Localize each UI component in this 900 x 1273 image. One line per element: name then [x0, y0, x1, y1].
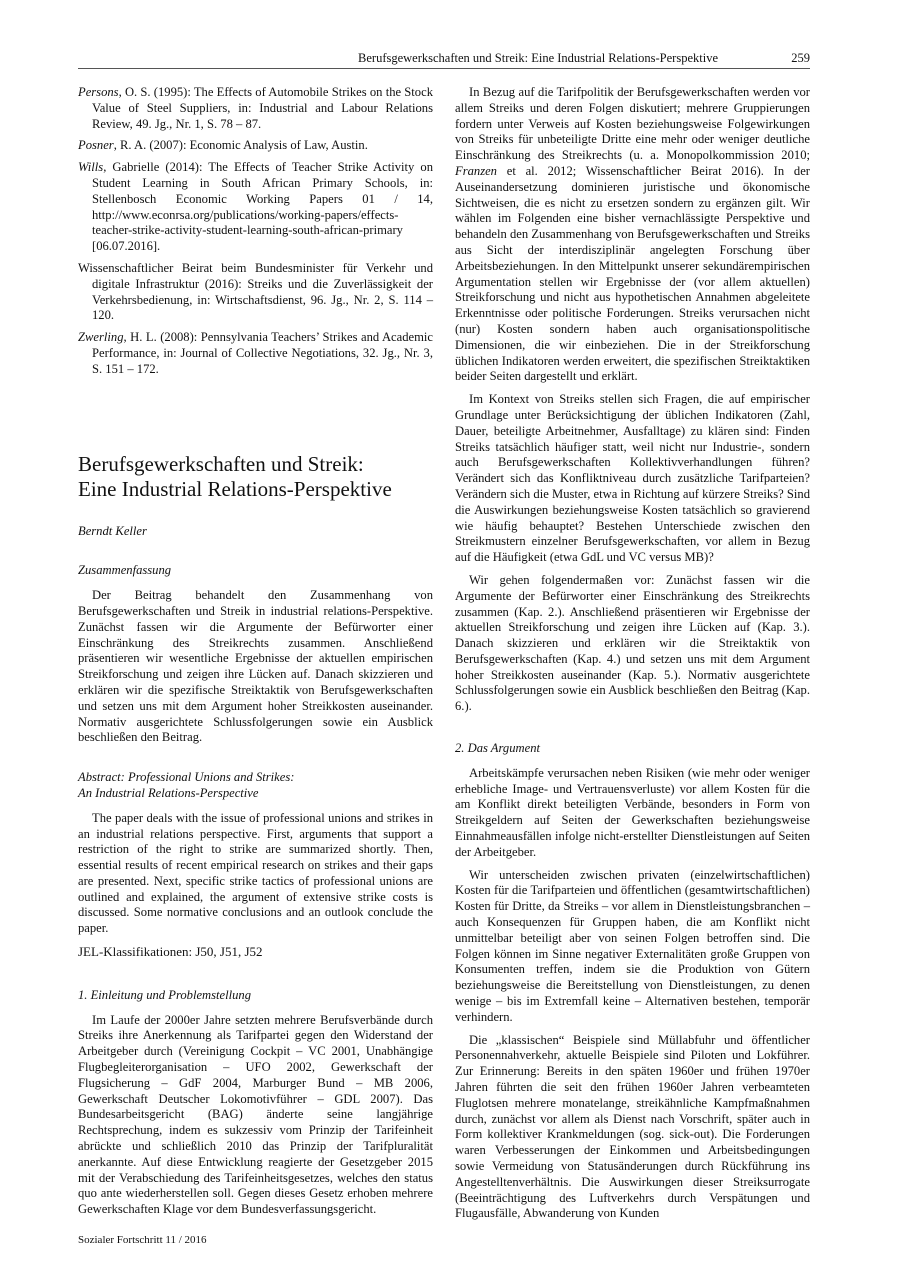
citation-author: Franzen	[455, 163, 497, 178]
section1-paragraph: Im Laufe der 2000er Jahre setzten mehrere Berufsverbände durch Streiks ihre Anerkennung als Tarifpartei gegen den Widerstand der Arbeitgeber durch (Vereinigung Cockpit – VC 2001, Unabhängige Flugbegleiterorganisation – UFO 2002, Gewerkschaft der Flugsicherung – GdF 2004, Marburger Bund – MB 2006, Gewerkschaft Deutscher Lokomotivführer – GDL 2007). Das Bundesarbeitsgericht (BAG) änderte seine langjährige Rechtsprechung, indem es sukzessiv vom Prinzip der Tarifeinheit abrückte und schließlich 2010 das Prinzip der Tarifpluralität anerkannte. Auf diese Entwicklung reagierte der Gesetzgeber 2015 mit der Verabschiedung des Tarifeinheitsgesetzes, welches den status quo ante wiederherstellen soll. Gegen dieses Gesetz erhoben mehrere Gewerkschaften Klage vor dem Bundesverfassungsgericht.	[78, 1012, 433, 1217]
page-footer: Sozialer Fortschritt 11 / 2016	[78, 1234, 207, 1246]
reference-entry: Persons, O. S. (1995): The Effects of Automobile Strikes on the Stock Value of Steel Suppliers, in: Industrial and Labour Relations Review, 49. Jg., Nr. 1, S. 78 – 87.	[78, 85, 433, 131]
body-paragraph: Die „klassischen“ Beispiele sind Müllabfuhr und öffentlicher Personennahverkehr, aktuelle Beispiele sind Piloten und Lokführer. Zur Erinnerung: Bereits in den späten 1960er und frühen 1970er Jahren führten die seit den frühen 1960er Jahren verbeamteten Fluglotsen mehrere monatelange, streikähnliche Kampfmaßnahmen durch, zunächst vor allem als Dienst nach Vorschrift, später auch in Form kollektiver Krankmeldungen (sog. sick-out). Die Forderungen waren Verbesserungen der Einkommen und Arbeitsbedingungen sowie Vermeidung von Statusänderungen durch Rückführung ins Angestelltenverhältnis. Die Auswirkungen dieser Streiksurrogate (Beeinträchtigung des Luftverkehrs durch Verspätungen und Flugausfälle, Abwanderung von Kunden	[455, 1032, 810, 1221]
left-column	[78, 85, 433, 1225]
running-title: Berufsgewerkschaften und Streik: Eine Industrial Relations-Perspektive	[358, 51, 718, 65]
body-paragraph: Wir unterscheiden zwischen privaten (einzelwirtschaftlichen) Kosten für die Tarifparteien und öffentlichen (gesamtwirtschaftlichen) Kosten für Dritte, da Streiks – vor allem in Dienstleistungsbranchen – auch Konsequenzen für Gruppen haben, die am Konflikt nicht unmittelbar beteiligt aber von seinen Folgen betroffen sind. Die Folgen können im Sinne negativer Externalitäten große Gruppen von Konsumenten treffen, indem sie die Produktion von Gütern beziehungsweise die Bereitstellung von Dienstleistungen, zu denen wenige – bis im Extremfall keine – Alternativen bestehen, temporär verhindern.	[455, 867, 810, 1024]
jel-classification: JEL-Klassifikationen: J50, J51, J52	[78, 944, 263, 960]
section1-heading: 1. Einleitung und Problemstellung	[78, 987, 252, 1002]
abstract-paragraph: The paper deals with the issue of professional unions and strikes in an industrial relations perspective. First, arguments that support a restriction of the right to strike are summarized shortly. Then, essential results of recent empirical research on strikes and their gaps are presented. Next, specific strike tactics of professional unions are outlined and explained, the argument of extensive strike costs is discussed. Some normative conclusions and an outlook conclude the paper.	[78, 810, 433, 936]
running-header	[78, 50, 810, 69]
article-title: Berufsgewerkschaften und Streik: Eine Industrial Relations-Perspektive	[78, 451, 392, 501]
reference-list	[78, 85, 433, 378]
summary-paragraph: Der Beitrag behandelt den Zusammenhang von Berufsgewerkschaften und Streik in industrial relations-Perspektive. Zunächst fassen wir die Argumente der Befürworter einer Einschränkung des Streikrechts zusammen. Anschließend präsentieren wir wesentliche Ergebnisse der aktuellen empirischen Streikforschung und zeigen ihre Lücken auf. Danach skizzieren und erklären wir die spezifische Streiktaktik von Berufsgewerkschaften und setzen uns mit dem Argument hoher Streikkosten auseinander. Normativ ausgerichtete Schlussfolgerungen sowie ein Ausblick beschließen den Beitrag.	[78, 588, 433, 745]
abstract-heading: Abstract: Professional Unions and Strikes: An Industrial Relations-Perspective	[78, 770, 295, 800]
body-paragraph: Im Kontext von Streiks stellen sich Fragen, die auf empirischer Grundlage unter Berücksichtigung der üblichen Indikatoren (Zahl, Dauer, beteiligte Arbeitnehmer, Ausfalltage) zu klären sind: Finden Streiks tatsächlich häufiger statt, weil nicht nur Industrie-, sondern auch Berufsgewerkschaften Kollektivverhandlungen führen? Verändert sich das Konfliktniveau durch zusätzliche Tarifparteien? Verändern sich die Muster, etwa in Richtung auf kürzere Streiks? Sind die Auswirkungen beziehungsweise Kosten tatsächlich so gravierend wie häufig behauptet? Bestehen Unterschiede zwischen den Streikmustern einzelner Berufsgewerkschaften, vor allem in Bezug auf die Häufigkeit (etwa GdL und VC versus MB)?	[455, 392, 810, 565]
right-column	[455, 85, 810, 1229]
reference-entry: Wissenschaftlicher Beirat beim Bundesminister für Verkehr und digitale Infrastruktur (2016): Streiks und die Zuverlässigkeit der Verkehrsbedienung, in: Wirtschaftsdienst, 96. Jg., Nr. 2, S. 114 – 120.	[78, 260, 433, 323]
reference-entry: Zwerling, H. L. (2008): Pennsylvania Teachers’ Strikes and Academic Performance, in: Journal of Collective Negotiations, 32. Jg., Nr. 3, S. 151 – 172.	[78, 330, 433, 376]
page-number: 259	[791, 51, 810, 65]
reference-entry: Posner, R. A. (2007): Economic Analysis of Law, Austin.	[78, 138, 368, 153]
summary-heading: Zusammenfassung	[78, 563, 172, 578]
section2-heading: 2. Das Argument	[455, 741, 541, 756]
body-paragraph: Arbeitskämpfe verursachen neben Risiken (wie mehr oder weniger erhebliche Image- und Vertrauensverluste) vor allem Kosten für die am Konflikt direkt beteiligten Verbände, besonders in Form von Streikgeldern auf Seiten der Gewerkschaften beziehungsweise Einnahmeausfällen infolge nicht-erstellter Dienstleistungen auf Seiten der Arbeitgeber.	[455, 765, 810, 859]
reference-entry: Wills, Gabrielle (2014): The Effects of Teacher Strike Activity on Student Learning in South African Primary Schools, in: Stellenbosch Economic Working Papers 01 / 14, http://www.econrsa.org/publications/working-papers/effects-teacher-strike-activity-student-learning-south-african-primary [06.07.2016].	[78, 160, 433, 254]
article-author: Berndt Keller	[78, 523, 147, 538]
body-paragraph: In Bezug auf die Tarifpolitik der Berufsgewerkschaften werden vor allem Streiks und deren Folgen diskutiert; mehrere Gruppierungen fordern unter Verweis auf Kosten beziehungsweise Folgewirkungen von Streiks für unbeteiligte Dritte eine mehr oder weniger deutliche Einschränkung des Streikrechts (u. a. Monopolkommission 2010; Franzen et al. 2012; Wissenschaftlicher Beirat 2016). In der Auseinandersetzung dominieren juristische und ökonomische Sichtweisen, die es nicht zu ersetzen sondern zu ergänzen gilt. Wir wählen im Folgenden eine bisher vernachlässigte Perspektive und behandeln den Zusammenhang von Berufsgewerkschaften und Streiks aus Sicht der interdisziplinär angelegten Forschung über Arbeitsbeziehungen. In den Mittelpunkt unserer sekundärempirischen Argumentation stellen wir Ergebnisse der (vor allem aktuellen) Streikforschung und nicht aus hypothetischen Annahmen abgeleitete Erkenntnisse oder politische Forderungen. Streiks verursachen nicht (nur) Kosten sondern haben auch organisationspolitische Dimensionen, die wir einbeziehen. Die in der Streikforschung üblichen Indikatoren werden erweitert, die spezifischen Streiktaktiken beider Seiten dargestellt und erklärt.	[455, 85, 810, 384]
body-paragraph: Wir gehen folgendermaßen vor: Zunächst fassen wir die Argumente der Befürworter einer Einschränkung des Streikrechts zusammen (Kap. 2.). Anschließend präsentieren wir Ergebnisse der aktuellen Streikforschung und zeigen ihre Lücken auf (Kap. 3.). Danach skizzieren und erklären wir die Streiktaktik von Berufsgewerkschaften (Kap. 4.) und setzen uns mit dem Argument hoher Streikkosten auseinander (Kap. 5.). Normativ ausgerichtete Schlussfolgerungen sowie ein Ausblick beschließen den Beitrag (Kap. 6.).	[455, 572, 810, 714]
